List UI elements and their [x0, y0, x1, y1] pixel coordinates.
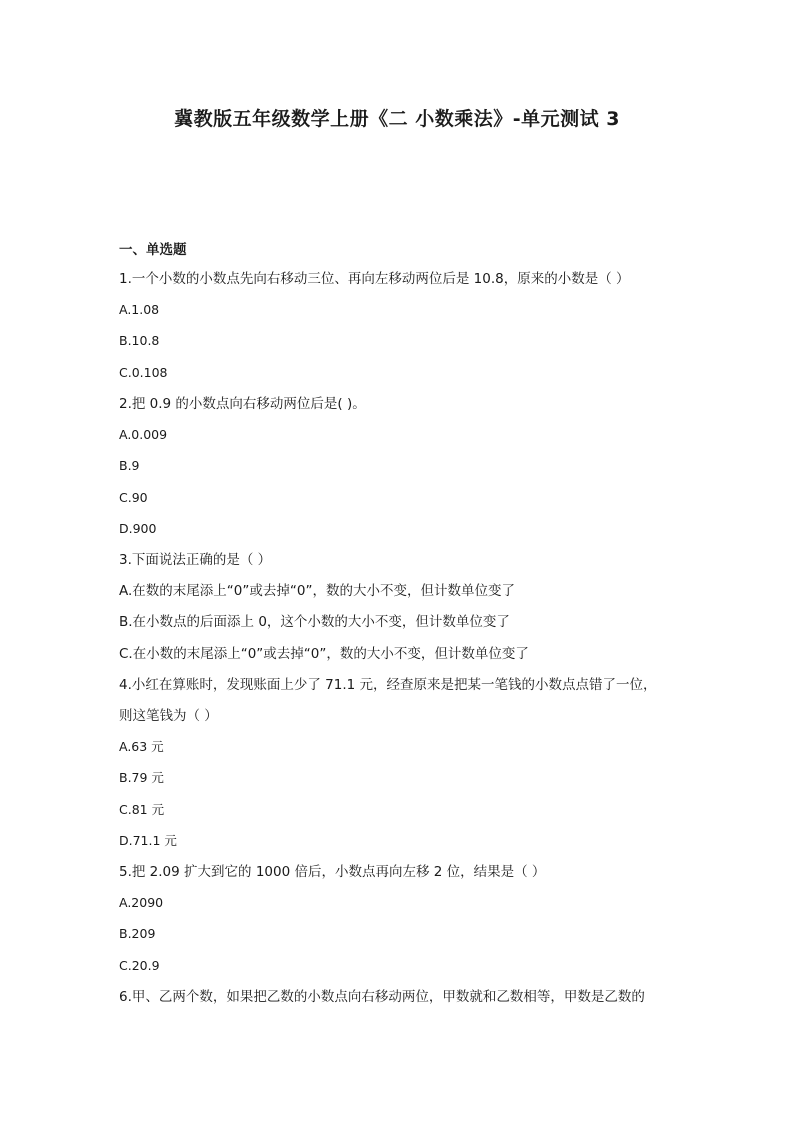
question-1-stem: 1.一个小数的小数点先向右移动三位、再向左移动两位后是 10.8，原来的小数是（ ） — [119, 271, 630, 287]
question-2-option-c: C.90 — [119, 490, 148, 505]
question-5-option-c: C.20.9 — [119, 958, 160, 973]
question-5-option-b: B.209 — [119, 926, 156, 941]
question-4-stem-line-2: 则这笔钱为（ ） — [119, 708, 218, 724]
question-5-stem: 5.把 2.09 扩大到它的 1000 倍后，小数点再向左移 2 位，结果是（ ） — [119, 864, 546, 880]
question-4-option-d: D.71.1 元 — [119, 833, 177, 848]
question-2-stem: 2.把 0.9 的小数点向右移动两位后是( )。 — [119, 396, 366, 412]
document-title: 冀教版五年级数学上册《二 小数乘法》-单元测试 3 — [174, 108, 620, 130]
question-4-option-c: C.81 元 — [119, 802, 165, 817]
question-3-option-a: A.在数的末尾添上“0”或去掉“0”，数的大小不变，但计数单位变了 — [119, 583, 515, 599]
question-5-option-a: A.2090 — [119, 895, 164, 910]
question-4-stem-line-1: 4.小红在算账时，发现账面上少了 71.1 元，经查原来是把某一笔钱的小数点点错了一位， — [119, 677, 657, 693]
question-1-option-b: B.10.8 — [119, 333, 160, 348]
question-2-option-a: A.0.009 — [119, 427, 168, 442]
question-2-option-d: D.900 — [119, 521, 157, 536]
question-2-option-b: B.9 — [119, 458, 140, 473]
question-6-stem: 6.甲、乙两个数，如果把乙数的小数点向右移动两位，甲数就和乙数相等，甲数是乙数的 — [119, 989, 645, 1005]
question-1-option-a: A.1.08 — [119, 302, 160, 317]
question-4-option-b: B.79 元 — [119, 770, 164, 785]
question-3-option-c: C.在小数的末尾添上“0”或去掉“0”，数的大小不变，但计数单位变了 — [119, 646, 529, 662]
section-heading-single-choice: 一、单选题 — [119, 242, 187, 258]
question-3-option-b: B.在小数点的后面添上 0，这个小数的大小不变，但计数单位变了 — [119, 614, 510, 630]
question-3-stem: 3.下面说法正确的是（ ） — [119, 552, 272, 568]
question-1-option-c: C.0.108 — [119, 365, 168, 380]
question-4-option-a: A.63 元 — [119, 739, 164, 754]
